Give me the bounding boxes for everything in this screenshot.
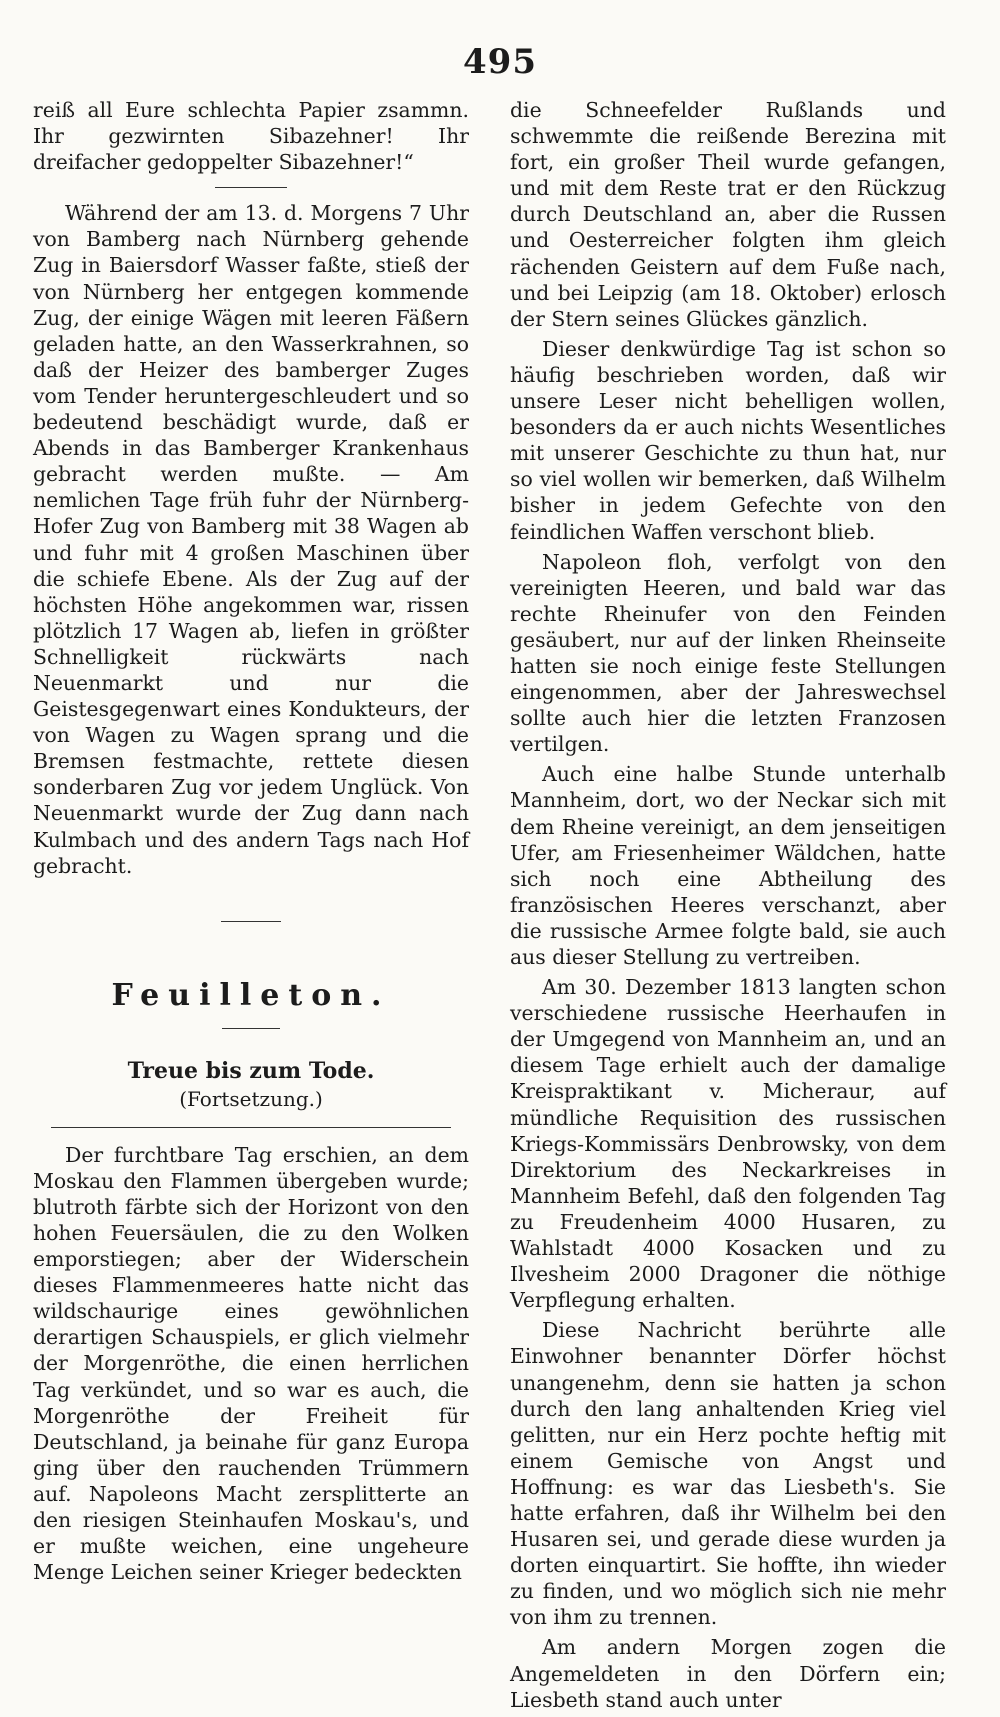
heading-underline <box>222 1028 280 1029</box>
feuilleton-heading: Feuilleton. <box>111 977 391 1013</box>
paragraph-story-next-morning: Am andern Morgen zogen die Angemeldeten in den Dörfern ein; Liesbeth stand auch unter <box>510 1635 946 1712</box>
story-continuation-note: (Fortsetzung.) <box>179 1086 323 1111</box>
paragraph-story-december: Am 30. Dezember 1813 langten schon verschiedene russische Heerhaufen in der Umgegend von Mannheim an, und an diesem Tage erhielt auch der damalige Kreispraktikant v. Micheraur, auf mündliche Requisition des russischen Kriegs-Kommissärs Denbrowsky, von dem Direktorium des Neckarkreises in Mannheim Befehl, daß den folgenden Tag zu Freudenheim 4000 Husaren, zu Wahlstadt 4000 Kosacken und zu Ilvesheim 2000 Dragoner die nöthige Verpflegung erhalten. <box>510 975 946 1313</box>
story-divider <box>51 1127 451 1128</box>
section-divider <box>221 921 281 922</box>
paragraph-story-retreat: die Schneefelder Rußlands und schwemmte die reißende Berezina mit fort, ein großer Theil wurde gefangen, und mit dem Reste trat er den Rückzug durch Deutschland an, aber die Russen und Oesterreicher folgten ihm gleich rächenden Geistern auf dem Fuße nach, und bei Leipzig (am 18. Oktober) erlosch der Stern seines Glückes gänzlich. <box>510 98 946 331</box>
paragraph-story-moscow: Der furchtbare Tag erschien, an dem Moskau den Flammen übergeben wurde; blutroth färbte sich der Horizont von den hohen Feuersäulen, die zu den Wolken emporstiegen; aber der Widerschein dieses Flammenmeeres hatte nicht das wildschaurige eines gewöhnlichen derartigen Schauspiels, er glich vielmehr der Morgenröthe, die einen herrlichen Tag verkündet, und so war es auch, die Morgenröthe der Freiheit für Deutschland, ja beinahe für ganz Europa ging über den rauchenden Trümmern auf. Napoleons Macht zersplitterte an den riesigen Steinhaufen Moskau's, und er mußte weichen, eine ungeheure Menge Leichen seiner Krieger bedeckten <box>33 1142 469 1585</box>
left-column <box>33 97 469 1589</box>
section-divider <box>215 187 287 188</box>
paragraph-story-mannheim: Auch eine halbe Stunde unterhalb Mannheim, dort, wo der Neckar sich mit dem Rheine vereinigt, an dem jenseitigen Ufer, am Friesenheimer Wäldchen, hatte sich noch eine Abtheilung des französischen Heeres verschanzt, aber die russische Armee folgte bald, sie auch aus dieser Stellung zu vertreiben. <box>510 762 946 969</box>
story-title: Treue bis zum Tode. <box>127 1057 375 1084</box>
paragraph-dialect-quote-end: reiß all Eure schlechta Papier zsammn. Ihr gezwirnten Sibazehner! Ihr dreifacher gedoppelter Sibazehner!“ <box>33 98 469 175</box>
paragraph-story-leipzig: Dieser denkwürdige Tag ist schon so häufig beschrieben worden, daß wir unsere Leser nicht behelligen wollen, besonders da er auch nichts Wesentliches mit unserer Geschichte zu thun hat, nur so viel wollen wir bemerken, daß Wilhelm bisher in jedem Gefechte von den feindlichen Waffen verschont blieb. <box>510 336 946 544</box>
paragraph-story-napoleon-flight: Napoleon floh, verfolgt von den vereinigten Heeren, und bald war das rechte Rheinufer von den Feinden gesäubert, nur auf der linken Rheinseite hatten sie noch einige feste Stellungen eingenommen, aber der Jahreswechsel sollte auch hier die letzten Franzosen vertilgen. <box>510 549 946 757</box>
paragraph-story-liesbeth: Diese Nachricht berührte alle Einwohner benannter Dörfer höchst unangenehm, denn sie hatten ja schon durch den lang anhaltenden Krieg viel gelitten, nur ein Herz pochte heftig mit einem Gemische von Angst und Hoffnung: es war das Liesbeth's. Sie hatte erfahren, daß ihr Wilhelm bei den Husaren sei, und gerade diese wurden ja dorten einquartirt. Sie hoffte, ihn wieder zu finden, und wo möglich sich nie mehr von ihm zu trennen. <box>510 1318 946 1630</box>
paragraph-railway-report: Während der am 13. d. Morgens 7 Uhr von Bamberg nach Nürnberg gehende Zug in Baiersdorf Wasser faßte, stieß der von Nürnberg her entgegen kommende Zug, der einige Wägen mit leeren Fäßern geladen hatte, an den Wasserkrahnen, so daß der Heizer des bamberger Zuges vom Tender heruntergeschleudert und so bedeutend beschädigt wurde, daß er Abends in das Bamberger Krankenhaus gebracht werden mußte. — Am nemlichen Tage früh fuhr der Nürnberg-Hofer Zug von Bamberg mit 38 Wagen ab und fuhr mit 4 großen Maschinen über die schiefe Ebene. Als der Zug auf der höchsten Höhe angekommen war, rissen plötzlich 17 Wagen ab, liefen in größter Schnelligkeit rückwärts nach Neuenmarkt und nur die Geistesgegenwart eines Kondukteurs, der von Wagen zu Wagen sprang und die Bremsen festmachte, rettete diesen sonderbaren Zug vor jedem Unglück. Von Neuenmarkt wurde der Zug dann nach Kulmbach und des andern Tags nach Hof gebracht. <box>33 201 469 878</box>
right-column <box>510 97 946 1717</box>
page-number: 495 <box>463 42 537 82</box>
